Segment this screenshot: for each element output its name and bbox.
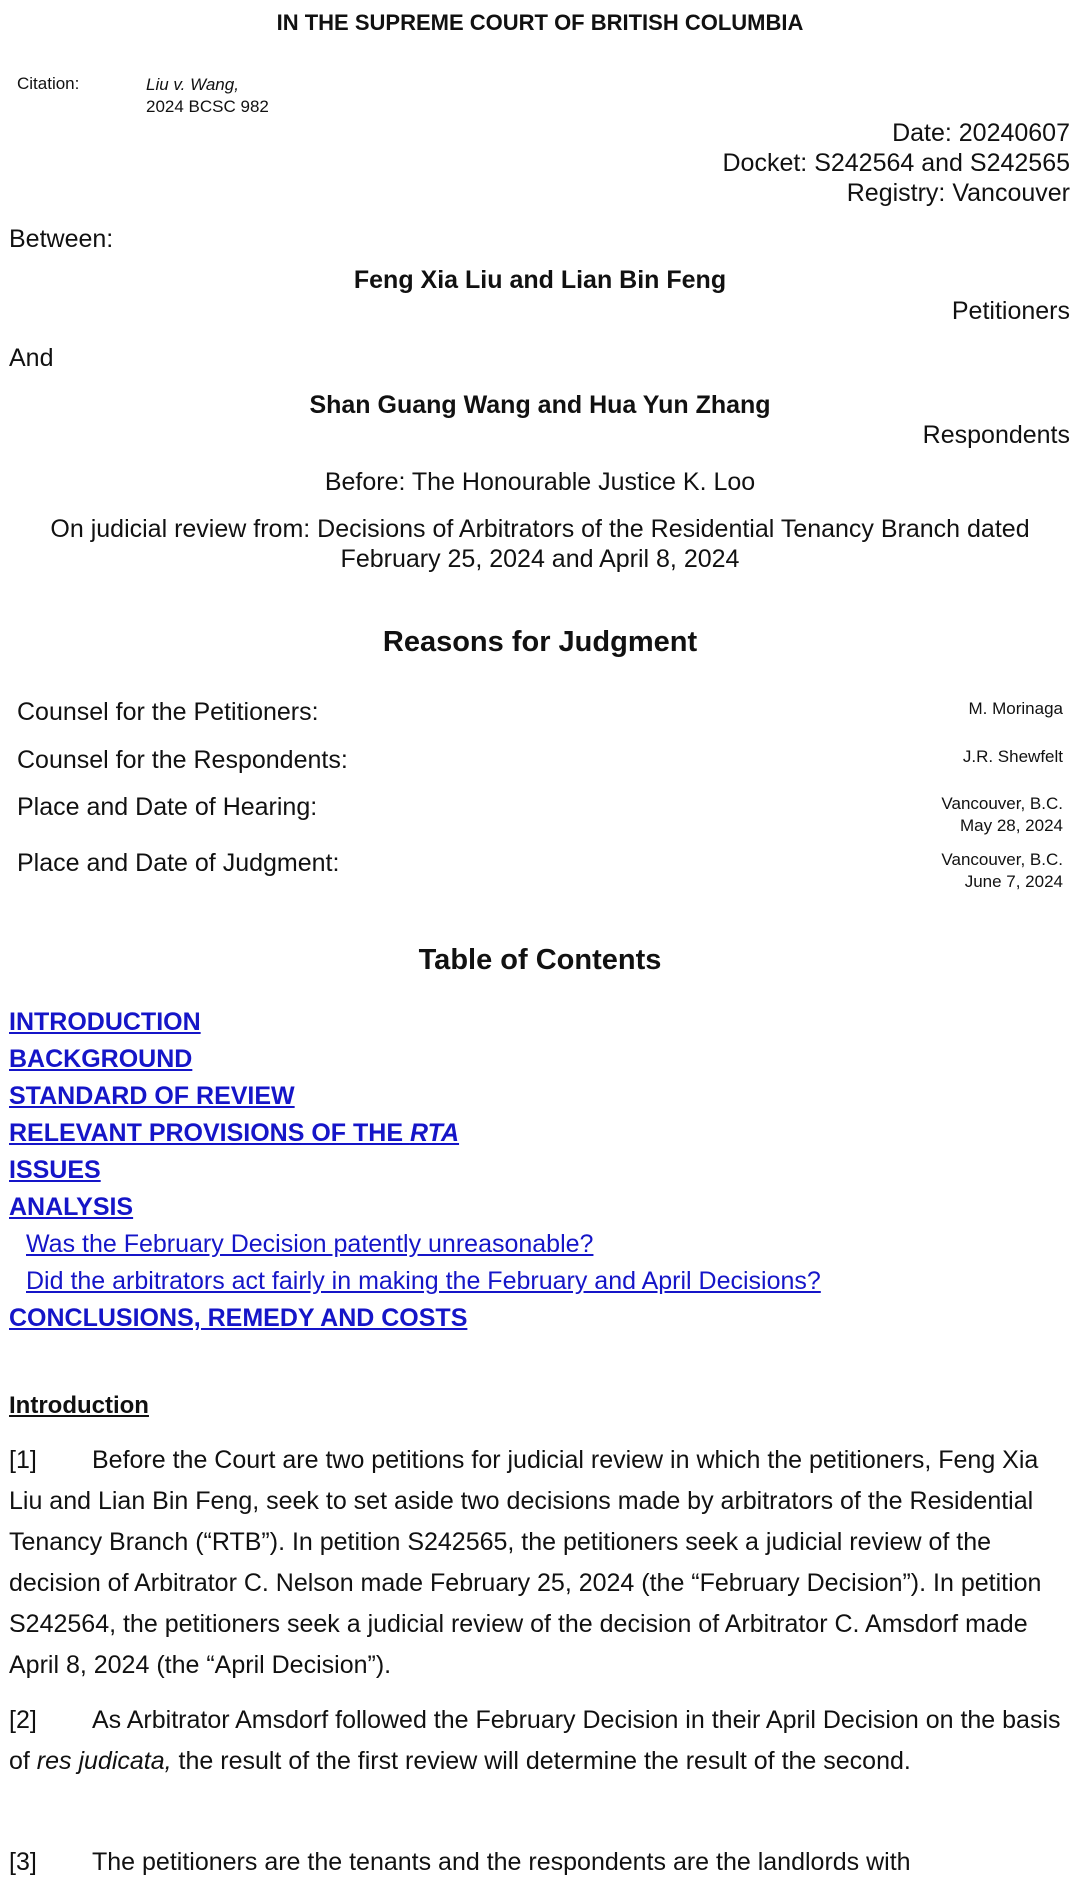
counsel-petitioners-name: M. Morinaga (968, 699, 1063, 718)
judgment-value (941, 849, 1063, 893)
judgment-place: Vancouver, B.C. (941, 850, 1063, 869)
paragraph-text-italic: res judicata, (36, 1747, 172, 1775)
toc-link-conclusions[interactable]: CONCLUSIONS, REMEDY AND COSTS (9, 1304, 468, 1332)
paragraph-number: [1] (9, 1446, 37, 1474)
paragraph-text: Before the Court are two petitions for judicial review in which the petitioners, Feng Xia Liu and Lian Bin Feng, seek to set aside two decisions made by arbitrators of the Residential Tenancy Branch (“RTB”). In petition S242565, the petitioners seek a judicial review of the decision of Arbitrator C. Nelson made February 25, 2024 (the “February Decision”). In petition S242564, the petitioners seek a judicial review of the decision of Arbitrator C. Amsdorf made April 8, 2024 (the “April Decision”). (9, 1446, 1042, 1679)
toc-relevant-italic: RTA (409, 1119, 460, 1147)
between-label: Between: (9, 225, 114, 253)
paragraph-1 (9, 1440, 1071, 1686)
counsel-respondents-value (963, 746, 1063, 768)
toc-link-introduction[interactable]: INTRODUCTION (9, 1008, 201, 1036)
toc-link-relevant-provisions[interactable] (9, 1115, 821, 1152)
paragraph-text-b: the result of the first review will determine the result of the second. (171, 1747, 911, 1775)
and-label: And (9, 344, 54, 372)
paragraph-number: [3] (9, 1848, 37, 1876)
toc-link-analysis[interactable]: ANALYSIS (9, 1193, 134, 1221)
reasons-heading: Reasons for Judgment (382, 626, 698, 658)
toc-heading: Table of Contents (418, 944, 662, 976)
hearing-value (941, 793, 1063, 837)
review-from-line1: On judicial review from: Decisions of Arbitrators of the Residential Tenancy Branch dated (50, 515, 1030, 543)
counsel-petitioners-value (969, 698, 1063, 720)
petitioners-role: Petitioners (951, 297, 1070, 325)
judicial-review-from (0, 514, 1080, 574)
citation-label: Citation: (17, 74, 80, 93)
review-from-line2: February 25, 2024 and April 8, 2024 (340, 545, 740, 573)
introduction-heading: Introduction (9, 1392, 149, 1419)
toc-link-background[interactable]: BACKGROUND (9, 1045, 193, 1073)
toc-link-february-decision[interactable]: Was the February Decision patently unreasonable? (26, 1230, 594, 1258)
citation-reference: 2024 BCSC 982 (146, 97, 269, 116)
paragraph-number: [2] (9, 1706, 37, 1734)
citation-case-name: Liu v. Wang, (146, 75, 239, 94)
paragraph-text-a: As Arbitrator Amsdorf followed the February Decision in their April Decision on the basis of (9, 1706, 1061, 1775)
toc-link-standard-of-review[interactable]: STANDARD OF REVIEW (9, 1082, 295, 1110)
hearing-label: Place and Date of Hearing: (17, 793, 318, 821)
paragraph-text: The petitioners are the tenants and the respondents are the landlords with (92, 1848, 911, 1876)
hearing-place: Vancouver, B.C. (941, 794, 1063, 813)
paragraph-2 (9, 1700, 1071, 1782)
respondents-names: Shan Guang Wang and Hua Yun Zhang (309, 391, 771, 419)
counsel-respondents-label: Counsel for the Respondents: (17, 746, 348, 774)
toc-link-issues[interactable]: ISSUES (9, 1156, 101, 1184)
hearing-date: May 28, 2024 (959, 816, 1063, 835)
registry: Registry: Vancouver (846, 179, 1070, 207)
toc-relevant-prefix: RELEVANT PROVISIONS OF THE (9, 1119, 410, 1147)
paragraph-3 (9, 1842, 1071, 1883)
docket-number: Docket: S242564 and S242565 (722, 149, 1070, 177)
counsel-petitioners-label: Counsel for the Petitioners: (17, 698, 319, 726)
respondents-role: Respondents (922, 421, 1070, 449)
judgment-date: Date: 20240607 (892, 119, 1070, 147)
case-meta (723, 118, 1071, 208)
court-title: IN THE SUPREME COURT OF BRITISH COLUMBIA (276, 10, 804, 35)
petitioners-names: Feng Xia Liu and Lian Bin Feng (353, 266, 727, 294)
citation-value (146, 74, 269, 118)
counsel-respondents-name: J.R. Shewfelt (962, 747, 1063, 766)
toc-link-fairness[interactable]: Did the arbitrators act fairly in making the February and April Decisions? (26, 1267, 821, 1295)
judgment-label: Place and Date of Judgment: (17, 849, 340, 877)
before-justice: Before: The Honourable Justice K. Loo (324, 468, 756, 496)
judgment-date-value: June 7, 2024 (964, 872, 1063, 891)
table-of-contents (9, 1004, 821, 1337)
